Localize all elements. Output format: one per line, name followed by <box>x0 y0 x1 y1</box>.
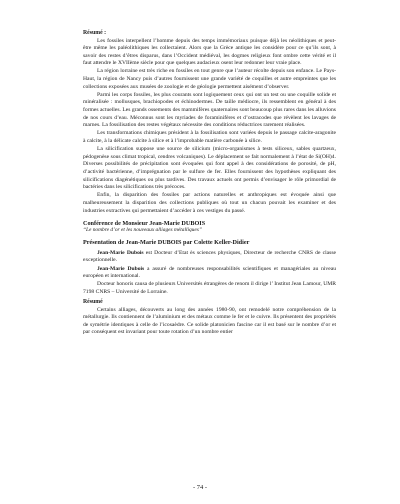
person-name: Jean-Marie Dubois <box>97 249 144 256</box>
paragraph <box>83 266 336 281</box>
paragraph: Certains alliages, découverts au long des années 1980-90, ont remodelé notre compréhension de la métallurgie. Ils contiennent de l’aluminium et des métaux comme le fer et le cuivre. Ils présentent des propriétés de symétrie identiques à celle de l’icosaèdre. Ce solide platonicien fascine car il est basé sur le nombre d’or et par conséquent est invariant pour toute rotation d’un nombre entier <box>83 306 336 336</box>
page-number: - 74 - <box>192 484 208 491</box>
conference-title: Conférence de Monsieur Jean-Marie DUBOIS <box>83 219 206 227</box>
presentation-title: Présentation de Jean-Marie DUBOIS par Colette Keller-Didier <box>83 238 250 246</box>
person-name: Jean-Marie Dubois <box>97 265 145 272</box>
resume-label: Résumé <box>83 299 103 306</box>
conference-subtitle: “Le nombre d’or et les nouveaux alliages métalliques” <box>83 226 202 233</box>
paragraph: Les transformations chimiques président à la fossilisation sont variées depuis le passage calcite-aragonite à calcite, à la délicate calcite à silice et à l’improbable matière carbonée à silice. <box>83 130 336 144</box>
paragraph-text: Docteur honoris causa de plusieurs Universités étrangères de renom il dirige l’ Institut Jean Lamour, UMR 7198 CNRS – Université de Lorraine. <box>83 281 336 295</box>
paragraph: Parmi les corps fossiles, les plus courants sont logiquement ceux qui ont un test ou une coquille solide et minéralisée : mollusques, brachiopodes et échinodermes. De taille médiocre, ils ressemblent en général à des formes actuelles. Les grands ossements des mammifères quaternaires sont beaucoup plus rares dans les alluvions de nos cours d’eau. Méconnus sont les myriades de foraminifères et d’ostracodes que révèlent les lavages de marnes. La fossilisation des restes végétaux nécessite des conditions réductrices rarement réalisées. <box>83 91 336 129</box>
paragraph: La silicification suppose une source de silicium (micro-organismes à tests siliceux, sables quartzeux, pédogenèse sous climat tropical, cendres volcaniques). Le déplacement se fait normalement à l’état de Si(OH)4. Diverses possibilités de précipitation sont évoquées qui font appel à des considérations de porosité, de pH, d’activité bactérienne, d’imprégnation par le sulfure de fer. Elles fournissent des hypothèses expliquant des silicifications diagénétiques ou plus tardives. Des travaux actuels ont permis d’envisager le rôle primordial de bactéries dans les silicifications très précoces. <box>83 146 336 191</box>
paragraph <box>83 250 336 265</box>
paragraph: La région lorraine est très riche en fossiles en tout genre que l’auteur récolte depuis son enfance. Le Pays-Haut, la région de Nancy puis d’autres fournissent une grande variété de coquilles et autre empreintes que les collections exposées aux musées de zoologie et de géologie permettent aisément d’observer. <box>83 68 336 90</box>
paragraph: Les fossiles interpellent l’homme depuis des temps immémoriaux puisque déjà les néolithiques et peut-être même les paléolithiques les collectaient. Alors que la Grèce antique les considère pour ce qu’ils sont, à savoir des restes d’êtres disparus, dans l’Occident médiéval, les dogmes religieux font ombre cette vérité et il faut attendre le XVIIème siècle pour que quelques audacieux osent leur redonner leur vraie place. <box>83 37 336 67</box>
paragraph <box>83 281 336 296</box>
paragraph: Enfin, la disparition des fossiles par actions naturelles et anthropiques est évoquée ainsi que malheureusement la disparition des collections publiques où tout un chacun pouvait les examiner et des industries extractives qui permettaient d’accéder à ces vestiges du passé. <box>83 192 336 214</box>
paragraph-text: a assuré de nombreuses responsabilités scientifiques et managériales au niveau européen et international. <box>83 265 336 280</box>
page-content <box>83 30 336 338</box>
paragraph-text: est Docteur d’Etat ès sciences physiques, Directeur de recherche CNRS de classe exceptionnelle. <box>83 249 336 264</box>
resume-label: Résumé : <box>83 30 107 36</box>
